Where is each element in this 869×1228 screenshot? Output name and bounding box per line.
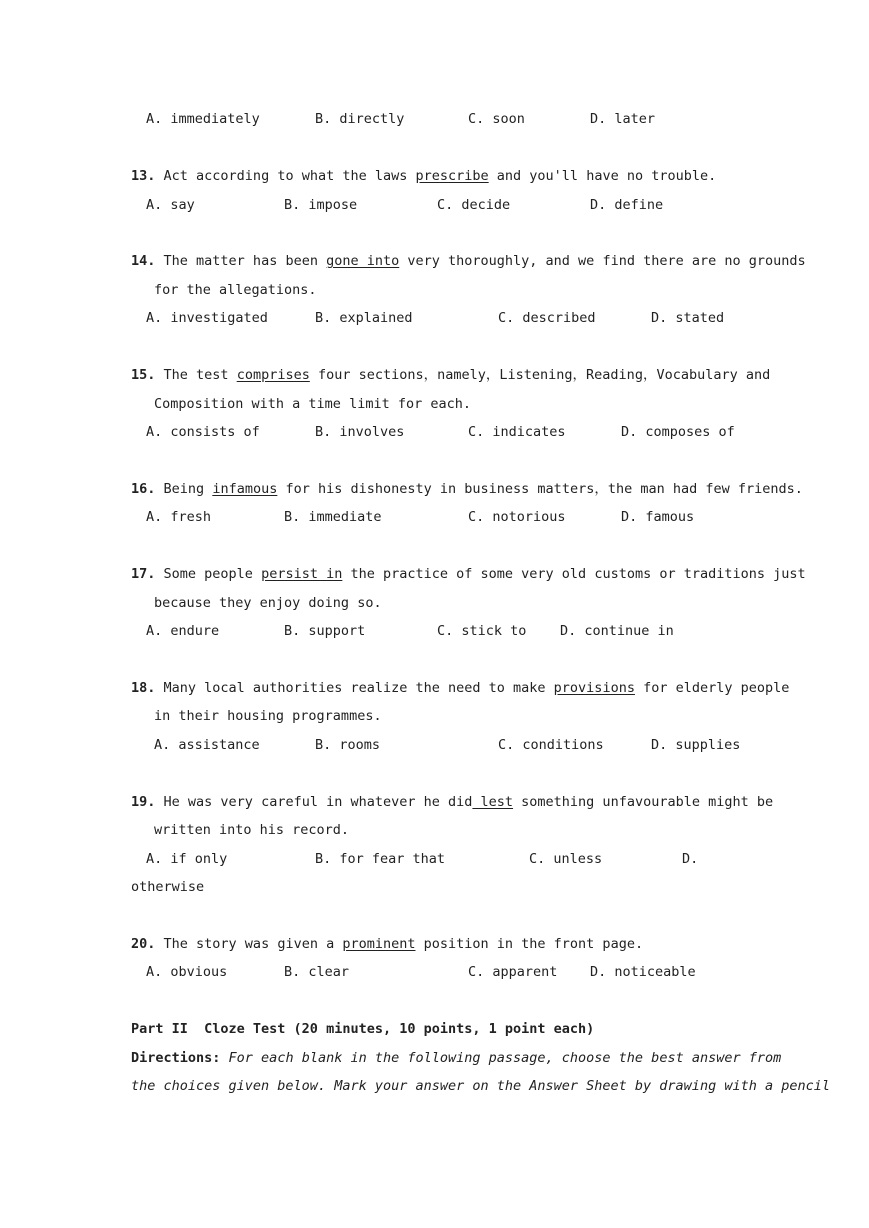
option-d: D. noticeable <box>590 964 696 980</box>
stem-continuation: written into his record. <box>154 822 350 838</box>
keyword: comprises <box>236 367 310 383</box>
question-stem <box>131 480 803 498</box>
keyword: prescribe <box>415 168 489 184</box>
stem-text: position in the front page. <box>415 936 644 952</box>
stem-text: the practice of some very old customs or traditions just <box>342 566 806 582</box>
option-a: A. consists of <box>146 424 260 440</box>
stem-continuation: Composition with a time limit for each. <box>154 396 471 412</box>
option-c: C. unless <box>529 851 603 867</box>
option-b: B. directly <box>315 111 405 127</box>
option-b: B. support <box>284 623 366 639</box>
option-c: C. apparent <box>468 964 558 980</box>
stem-continuation: in their housing programmes. <box>154 708 382 724</box>
directions <box>131 1049 781 1067</box>
keyword: provisions <box>553 680 635 696</box>
option-d: D. composes of <box>621 424 735 440</box>
question-number: 16. <box>131 481 156 497</box>
question-stem <box>131 565 806 583</box>
question-stem <box>131 167 716 185</box>
option-a: A. endure <box>146 623 220 639</box>
question-number: 15. <box>131 367 156 383</box>
option-a: A. immediately <box>146 111 260 127</box>
option-d: D. define <box>590 197 664 213</box>
option-b: B. explained <box>315 310 413 326</box>
stem-text: for his dishonesty in business matters，the man had few friends. <box>277 481 803 497</box>
stem-text: Being <box>163 481 213 497</box>
option-d: D. <box>682 851 699 867</box>
option-d: D. supplies <box>651 737 741 753</box>
stem-text: The matter has been <box>163 253 327 269</box>
option-d: D. stated <box>651 310 725 326</box>
stem-text: Some people <box>163 566 262 582</box>
option-a: A. obvious <box>146 964 228 980</box>
stem-text: four sections，namely，Listening，Reading，Vocabulary and <box>309 367 771 383</box>
option-c: C. notorious <box>468 509 566 525</box>
question-number: 20. <box>131 936 156 952</box>
option-b: B. involves <box>315 424 405 440</box>
question-number: 19. <box>131 794 156 810</box>
stem-text: The story was given a <box>163 936 343 952</box>
option-d: D. continue in <box>560 623 674 639</box>
option-c: C. conditions <box>498 737 604 753</box>
directions-continuation: the choices given below. Mark your answer on the Answer Sheet by drawing with a pencil <box>131 1078 830 1094</box>
directions-text: For each blank in the following passage, choose the best answer from <box>228 1050 782 1066</box>
question-stem <box>131 366 770 384</box>
keyword: persist in <box>261 566 343 582</box>
option-b: B. rooms <box>315 737 381 753</box>
option-a: A. say <box>146 197 195 213</box>
keyword: infamous <box>212 481 278 497</box>
option-c: C. described <box>498 310 596 326</box>
question-stem <box>131 252 806 270</box>
option-c: C. decide <box>437 197 511 213</box>
keyword: gone into <box>326 253 400 269</box>
stem-text: Act according to what the laws <box>163 168 416 184</box>
option-b: B. impose <box>284 197 358 213</box>
section-heading: Part II Cloze Test (20 minutes, 10 points, 1 point each) <box>131 1021 595 1037</box>
question-number: 14. <box>131 253 156 269</box>
question-number: 17. <box>131 566 156 582</box>
stem-text: He was very careful in whatever he did <box>163 794 473 810</box>
option-a: A. fresh <box>146 509 212 525</box>
option-a: A. if only <box>146 851 228 867</box>
option-b: B. clear <box>284 964 350 980</box>
option-a: A. assistance <box>154 737 260 753</box>
question-stem <box>131 935 643 953</box>
stem-text: Many local authorities realize the need to make <box>163 680 554 696</box>
option-b: B. immediate <box>284 509 382 525</box>
option-a: A. investigated <box>146 310 268 326</box>
keyword: prominent <box>342 936 416 952</box>
option-c: C. soon <box>468 111 525 127</box>
option-c: C. indicates <box>468 424 566 440</box>
stem-text: and you'll have no trouble. <box>488 168 717 184</box>
stem-text: The test <box>163 367 237 383</box>
question-number: 13. <box>131 168 156 184</box>
question-stem <box>131 679 789 697</box>
directions-label: Directions: <box>131 1050 221 1066</box>
stem-text: for elderly people <box>634 680 790 696</box>
option-c: C. stick to <box>437 623 527 639</box>
stem-text: something unfavourable might be <box>513 794 774 810</box>
option-b: B. for fear that <box>315 851 446 867</box>
stem-continuation: for the allegations. <box>154 282 317 298</box>
question-stem <box>131 793 773 811</box>
keyword: lest <box>472 794 514 810</box>
option-d: D. famous <box>621 509 695 525</box>
stem-continuation: because they enjoy doing so. <box>154 595 382 611</box>
option-d: D. later <box>590 111 656 127</box>
stem-text: very thoroughly, and we find there are no grounds <box>399 253 806 269</box>
option-d-continuation: otherwise <box>131 879 205 895</box>
question-number: 18. <box>131 680 156 696</box>
